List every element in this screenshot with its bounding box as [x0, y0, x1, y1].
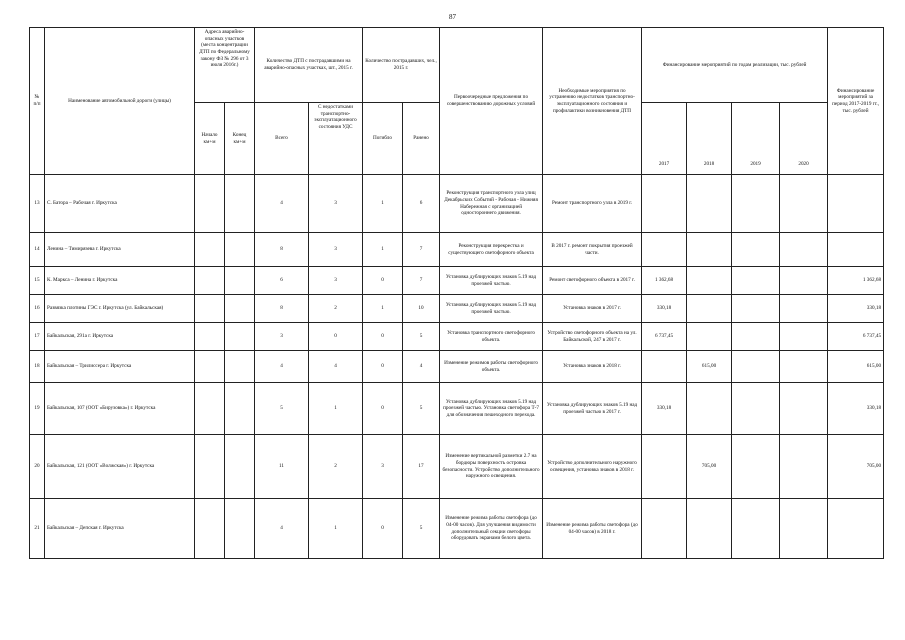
dtp-total: 8 [255, 295, 309, 323]
funding-2019 [732, 233, 780, 267]
end-km [225, 383, 255, 435]
dtp-total: 4 [255, 175, 309, 233]
funding-2017: 6 737,45 [642, 323, 687, 351]
dtp-defect: 1 [309, 383, 363, 435]
row-number: 16 [30, 295, 45, 323]
end-km [225, 499, 255, 559]
killed: 3 [363, 435, 403, 499]
funding-2020 [780, 267, 828, 295]
header-address: Адреса аварийно-опасных участков (места концентрации ДТП по Федеральному закону ФЗ № 296 от 3 июля 2016г.) [195, 28, 255, 103]
killed: 0 [363, 499, 403, 559]
start-km [195, 267, 225, 295]
row-number: 17 [30, 323, 45, 351]
dtp-defect: 2 [309, 295, 363, 323]
funding-2018 [687, 323, 732, 351]
funding-2018 [687, 383, 732, 435]
funding-total: 6 737,45 [828, 323, 884, 351]
end-km [225, 233, 255, 267]
start-km [195, 323, 225, 351]
dtp-defect: 3 [309, 175, 363, 233]
start-km [195, 351, 225, 383]
measure: Ремонт светофорного объекта в 2017 г. [543, 267, 642, 295]
funding-2018: 705,00 [687, 435, 732, 499]
table-row [30, 323, 884, 351]
dtp-defect: 0 [309, 323, 363, 351]
measure: Устройство светофорного объекта на ул. Байкальской, 247 в 2017 г. [543, 323, 642, 351]
funding-2017: 330,18 [642, 383, 687, 435]
funding-total: 330,18 [828, 295, 884, 323]
header-start: Начало км+м [195, 103, 225, 175]
start-km [195, 295, 225, 323]
dtp-defect: 1 [309, 499, 363, 559]
header-num: № п/п [30, 28, 45, 175]
funding-2017 [642, 233, 687, 267]
measure: Ремонт транспортного узла в 2019 г. [543, 175, 642, 233]
funding-2019 [732, 499, 780, 559]
proposal: Изменение вертикальной разметки 2.7 на бордюры поверхность островка безопасности. Устройство дополнительного наружного освещения. [440, 435, 543, 499]
dtp-total: 4 [255, 499, 309, 559]
funding-2018 [687, 295, 732, 323]
funding-2019 [732, 435, 780, 499]
road-name: Байкальская, 107 (ООТ «Бирузовка») г. Иркутска [45, 383, 195, 435]
proposal: Установка дублирующих знаков 5.19 над проезжей частью. Установка светофора Т-7 для обозначения пешеходного перехода. [440, 383, 543, 435]
injured: 5 [403, 383, 440, 435]
funding-2019 [732, 267, 780, 295]
dtp-total: 5 [255, 383, 309, 435]
funding-total: 705,00 [828, 435, 884, 499]
header-proposals: Первоочередные предложения по совершенствованию дорожных условий [440, 28, 543, 175]
header-year-2020: 2020 [780, 103, 828, 175]
funding-2019 [732, 175, 780, 233]
dtp-defect: 4 [309, 351, 363, 383]
funding-2020 [780, 351, 828, 383]
injured: 7 [403, 233, 440, 267]
dtp-defect: 3 [309, 267, 363, 295]
proposal: Изменение режима работы светофора (до 04-00 часов). Для улучшения видимости дополнительный секции светофоры оборудовать экранами белого цвета. [440, 499, 543, 559]
injured: 5 [403, 499, 440, 559]
row-number: 19 [30, 383, 45, 435]
table-row [30, 267, 884, 295]
dtp-defect: 3 [309, 233, 363, 267]
killed: 0 [363, 383, 403, 435]
end-km [225, 175, 255, 233]
road-name: Байкальская – Депская г. Иркутска [45, 499, 195, 559]
funding-2017: 1 362,68 [642, 267, 687, 295]
end-km [225, 267, 255, 295]
injured: 10 [403, 295, 440, 323]
injured: 4 [403, 351, 440, 383]
road-name: К. Маркса – Ленина г. Иркутска [45, 267, 195, 295]
table-row [30, 383, 884, 435]
funding-2019 [732, 295, 780, 323]
header-dtp: Количество ДТП с пострадавшими на аварийно-опасных участках, шт., 2015 г. [255, 28, 363, 103]
funding-2017 [642, 435, 687, 499]
road-name: С. Батора – Рабочая г. Иркутска [45, 175, 195, 233]
killed: 0 [363, 323, 403, 351]
dtp-total: 11 [255, 435, 309, 499]
row-number: 18 [30, 351, 45, 383]
end-km [225, 323, 255, 351]
killed: 1 [363, 233, 403, 267]
road-name: Байкальская, 121 (ООТ «Волжская») г. Иркутска [45, 435, 195, 499]
funding-total [828, 175, 884, 233]
funding-2018 [687, 233, 732, 267]
start-km [195, 233, 225, 267]
table-row [30, 351, 884, 383]
proposal: Изменение режимов работы светофорного объекта. [440, 351, 543, 383]
row-number: 15 [30, 267, 45, 295]
table-row [30, 435, 884, 499]
funding-2017 [642, 175, 687, 233]
end-km [225, 351, 255, 383]
funding-total: 1 362,68 [828, 267, 884, 295]
start-km [195, 499, 225, 559]
measure: Установка знаков в 2018 г. [543, 351, 642, 383]
row-number: 21 [30, 499, 45, 559]
header-road: Наименование автомобильной дороги (улицы) [45, 28, 195, 175]
header-funding-total: Финансирование мероприятий за период 2017-2019 гг., тыс. рублей [828, 28, 884, 175]
proposal: Установка дублирующих знаков 5.19 над проезжей частью. [440, 267, 543, 295]
killed: 1 [363, 175, 403, 233]
funding-2020 [780, 383, 828, 435]
row-number: 20 [30, 435, 45, 499]
funding-2018 [687, 499, 732, 559]
funding-2020 [780, 435, 828, 499]
table-row [30, 175, 884, 233]
dtp-defect: 2 [309, 435, 363, 499]
end-km [225, 435, 255, 499]
funding-2017 [642, 499, 687, 559]
header-funding: Финансирование мероприятий по годам реализации, тыс. рублей [642, 28, 828, 103]
funding-2019 [732, 351, 780, 383]
dtp-total: 3 [255, 323, 309, 351]
funding-total: 330,18 [828, 383, 884, 435]
row-number: 14 [30, 233, 45, 267]
road-name: Развязка плотины ГЭС г. Иркутска (ул. Байкальская) [45, 295, 195, 323]
proposal: Реконструкция транспортного узла улиц Декабрьских Событий - Рабочая - Нижняя Набережная с организацией одностороннего движения. [440, 175, 543, 233]
start-km [195, 383, 225, 435]
dtp-total: 6 [255, 267, 309, 295]
funding-2018 [687, 267, 732, 295]
killed: 1 [363, 295, 403, 323]
road-name: Ленина – Тимирязева г. Иркутска [45, 233, 195, 267]
start-km [195, 175, 225, 233]
injured: 5 [403, 323, 440, 351]
dtp-total: 4 [255, 351, 309, 383]
killed: 0 [363, 351, 403, 383]
proposal: Установка транспортного светофорного объекта. [440, 323, 543, 351]
funding-2020 [780, 499, 828, 559]
measure: Устройство дополнительного наружного освещения, установка знаков в 2018 г. [543, 435, 642, 499]
funding-2019 [732, 323, 780, 351]
funding-total [828, 499, 884, 559]
proposal: Установка дублирующих знаков 5.19 над проезжей частью. [440, 295, 543, 323]
header-injured: Ранено [403, 103, 440, 175]
measure: Установка знаков в 2017 г. [543, 295, 642, 323]
road-name: Байкальская – Трилиссера г. Иркутска [45, 351, 195, 383]
road-safety-table [29, 27, 884, 559]
header-year-2018: 2018 [687, 103, 732, 175]
injured: 6 [403, 175, 440, 233]
header-dtp-defect: С недостатками транспортно-эксплуатационного состояния УДС [309, 103, 363, 175]
funding-2017 [642, 351, 687, 383]
funding-total [828, 233, 884, 267]
end-km [225, 295, 255, 323]
measure: Установка дублирующих знаков 5.19 над проезжей частью в 2017 г. [543, 383, 642, 435]
funding-2020 [780, 323, 828, 351]
header-end: Конец км+м [225, 103, 255, 175]
table-row [30, 233, 884, 267]
header-victims: Количество пострадавших, чел., 2015 г. [363, 28, 440, 103]
funding-2018 [687, 175, 732, 233]
measure: В 2017 г. ремонт покрытия проезжей части. [543, 233, 642, 267]
page-number: 87 [449, 13, 456, 21]
row-number: 13 [30, 175, 45, 233]
road-name: Байкальская, 291а г. Иркутска [45, 323, 195, 351]
killed: 0 [363, 267, 403, 295]
header-year-2019: 2019 [732, 103, 780, 175]
table-row [30, 499, 884, 559]
header-dtp-total: Всего [255, 103, 309, 175]
funding-2018: 615,00 [687, 351, 732, 383]
dtp-total: 8 [255, 233, 309, 267]
funding-2020 [780, 295, 828, 323]
injured: 7 [403, 267, 440, 295]
proposal: Реконструкция перекрестка и существующего светофорного объекта [440, 233, 543, 267]
funding-2019 [732, 383, 780, 435]
header-year-2017: 2017 [642, 103, 687, 175]
start-km [195, 435, 225, 499]
funding-2020 [780, 175, 828, 233]
measure: Изменение режима работы светофора (до 04-00 часов) в 2018 г. [543, 499, 642, 559]
header-killed: Погибло [363, 103, 403, 175]
injured: 17 [403, 435, 440, 499]
funding-2020 [780, 233, 828, 267]
table-row [30, 295, 884, 323]
funding-total: 615,00 [828, 351, 884, 383]
header-measures: Необходимые мероприятия по устранению недостатков транспортно-эксплуатационного состояния и профилактики возникновения ДТП [543, 28, 642, 175]
funding-2017: 330,18 [642, 295, 687, 323]
